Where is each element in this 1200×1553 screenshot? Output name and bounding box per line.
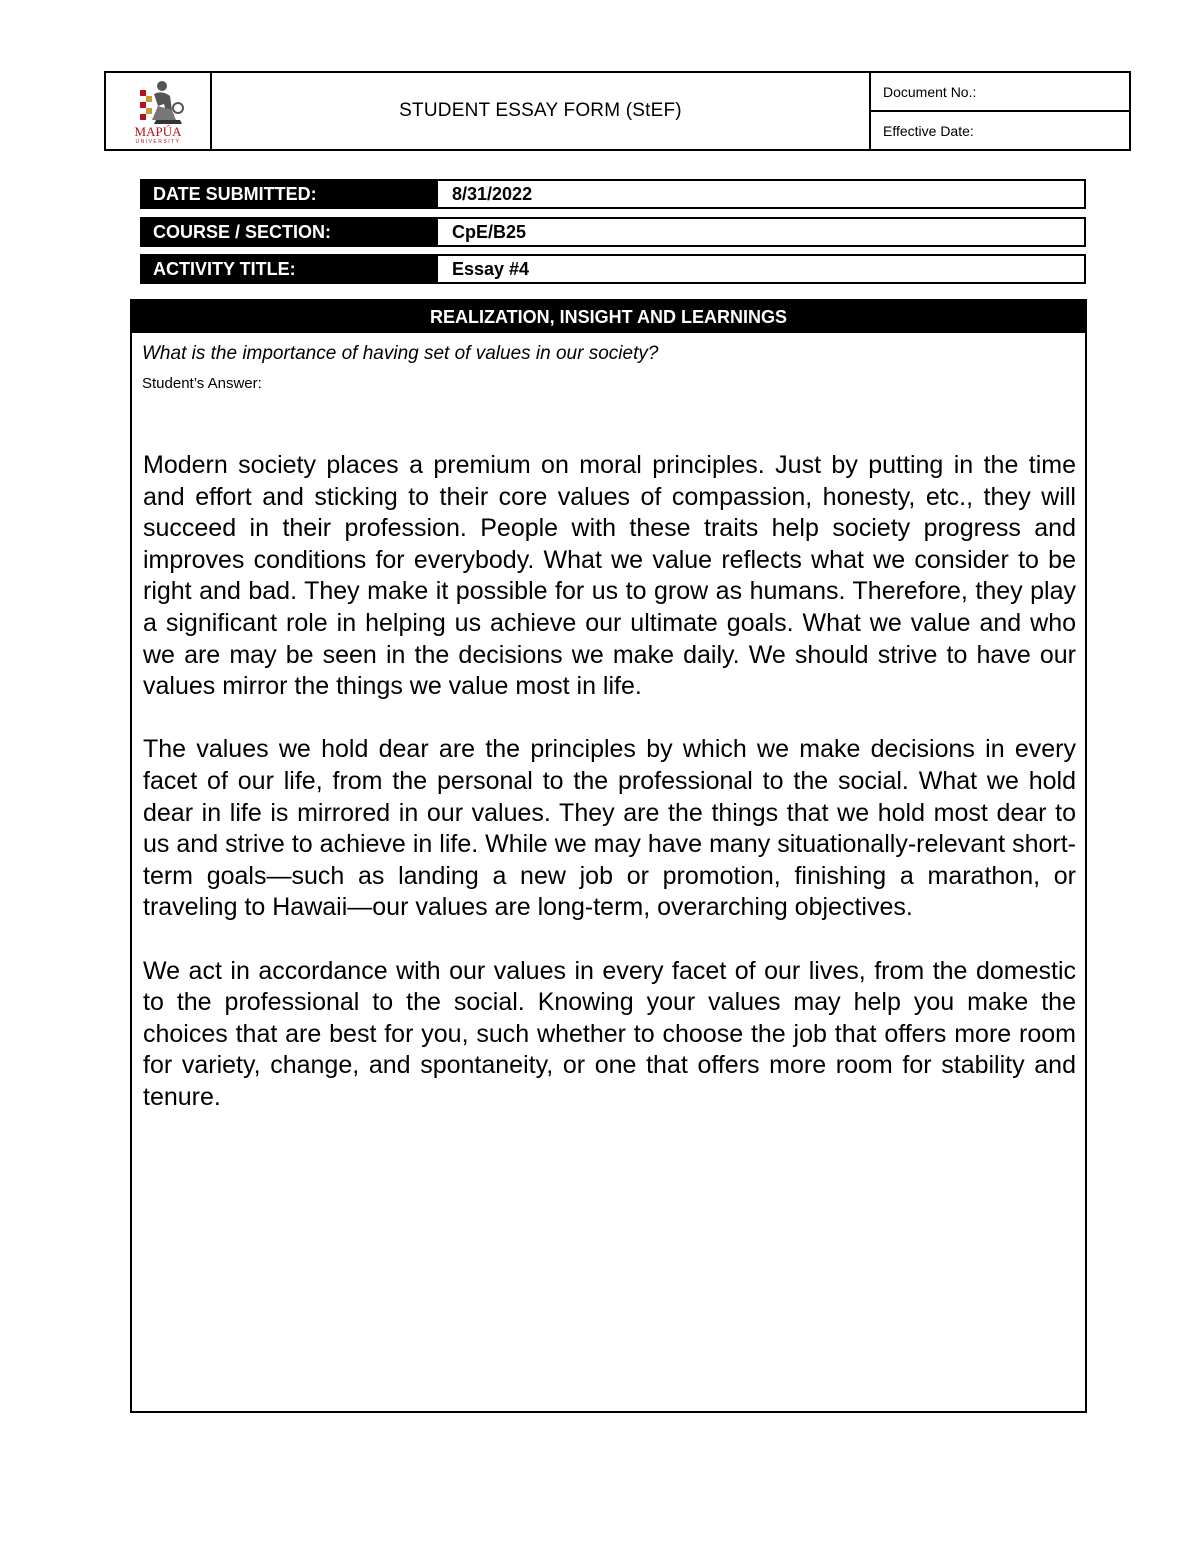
essay-body: [143, 450, 1076, 1145]
answer-label: Student’s Answer:: [142, 375, 262, 392]
svg-text:MAPÚA: MAPÚA: [134, 124, 182, 139]
essay-paragraph: We act in accordance with our values in every facet of our lives, from the domestic to the professional to the social. Knowing your values may help you make the choices that are best for you, such whether to choose the job that offers more room for variety, change, and spontaneity, or one that offers more room for stability and tenure.: [143, 956, 1076, 1111]
essay-paragraph: The values we hold dear are the principles by which we make decisions in every facet of our life, from the personal to the professional to the social. What we hold dear in life is mirrored in our values. They are the things that we hold most dear to us and strive to achieve in life. While we may have many situationally-relevant short-term goals—such as landing a new job or promotion, finishing a marathon, or traveling to Hawaii—our values are long-term, overarching objectives.: [143, 735, 1076, 922]
course-section-label: COURSE / SECTION:: [140, 217, 438, 247]
activity-title-row: [140, 254, 1086, 284]
document-no-label: Document No.:: [883, 83, 977, 100]
university-logo: [122, 76, 194, 146]
date-submitted-label: DATE SUBMITTED:: [140, 179, 438, 209]
effective-date-label: Effective Date:: [871, 110, 1129, 149]
activity-title-value: Essay #4: [438, 254, 1086, 284]
essay-paragraph: Modern society places a premium on moral principles. Just by putting in the time and effort and sticking to their core values of compassion, honesty, etc., they will succeed in their profession. People with these traits help society progress and improves conditions for everybody. What we value reflects what we consider to be right and bad. They make it possible for us to grow as humans. Therefore, they play a significant role in helping us achieve our ultimate goals. What we value and who we are may be seen in the decisions we make daily. We should strive to have our values mirror the things we value most in life.: [143, 451, 1076, 701]
document-meta: [871, 73, 1129, 149]
course-section-row: [140, 217, 1086, 247]
form-title: STUDENT ESSAY FORM (StEF): [212, 73, 871, 149]
essay-question: What is the importance of having set of values in our society?: [142, 343, 659, 364]
logo-cell: [106, 73, 212, 149]
course-section-value: CpE/B25: [438, 217, 1086, 247]
date-submitted-row: [140, 179, 1086, 209]
form-header: [104, 71, 1131, 151]
activity-title-label: ACTIVITY TITLE:: [140, 254, 438, 284]
realization-section: [130, 299, 1087, 1413]
svg-text:UNIVERSITY: UNIVERSITY: [135, 139, 181, 145]
date-submitted-value: 8/31/2022: [438, 179, 1086, 209]
section-heading: REALIZATION, INSIGHT AND LEARNINGS: [132, 301, 1085, 333]
